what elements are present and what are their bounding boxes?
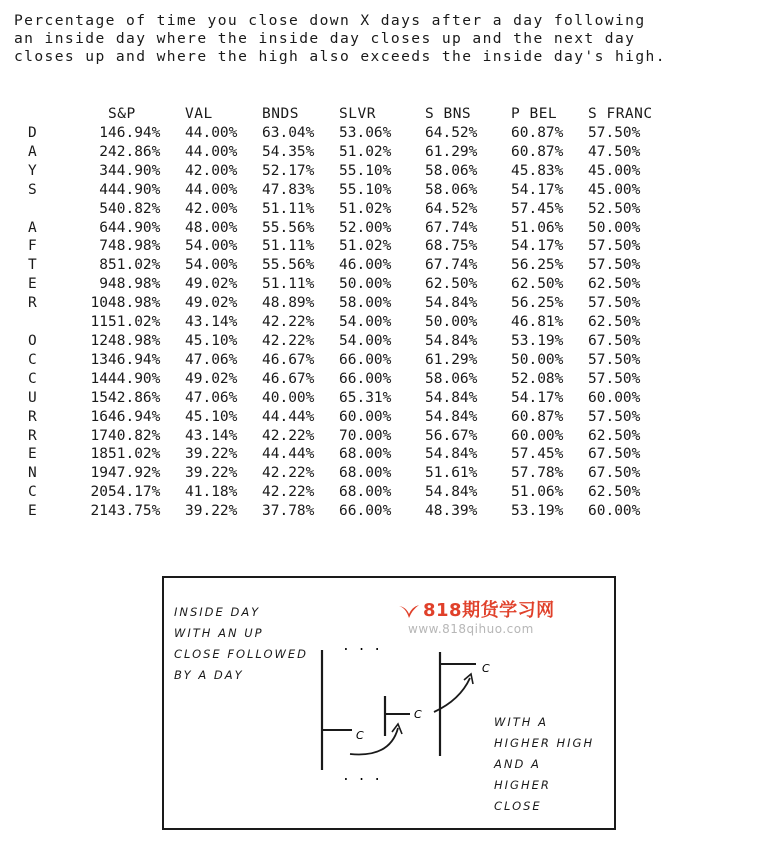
table-row (28, 275, 665, 294)
header-spacer (70, 104, 108, 124)
percentage-cell: 51.06% (511, 484, 564, 501)
percentage-cell: 68.00% (339, 465, 392, 482)
column-header: P BEL (511, 106, 558, 122)
table-row (28, 332, 665, 351)
watermark-url: www.818qihuo.com (408, 622, 534, 636)
percentage-cell: 48.98% (108, 238, 161, 255)
row-side-letter: O (28, 332, 37, 349)
percentage-cell: 54.84% (425, 446, 478, 463)
close-marker: C (414, 708, 422, 721)
ellipsis-top: . . . (342, 639, 382, 654)
row-side-letter (28, 200, 70, 219)
percentage-cell: 51.11% (262, 238, 315, 255)
percentage-cell: 54.00% (339, 314, 392, 331)
row-side-letter: E (28, 446, 37, 463)
day-number: 18 (90, 446, 108, 463)
row-side-letter: T (28, 257, 37, 274)
percentage-cell: 55.10% (339, 181, 392, 198)
percentage-cell: 42.22% (262, 465, 315, 482)
day-number: 20 (90, 484, 108, 501)
percentage-cell: 51.61% (425, 465, 478, 482)
percentage-cell: 48.98% (108, 332, 161, 349)
percentage-cell: 47.50% (588, 143, 641, 160)
percentage-cell: 60.87% (511, 143, 564, 160)
percentage-cell: 66.00% (339, 503, 392, 520)
percentage-cell: 50.00% (425, 314, 478, 331)
percentage-cell: 46.81% (511, 314, 564, 331)
table-row (28, 408, 665, 427)
percentage-cell: 54.17% (108, 484, 161, 501)
percentage-cell: 44.90% (108, 162, 161, 179)
day-number: 7 (99, 238, 108, 255)
percentage-cell: 48.89% (262, 295, 315, 312)
percentage-cell: 44.90% (108, 370, 161, 387)
percentage-cell: 50.00% (339, 276, 392, 293)
percentage-cell: 42.86% (108, 389, 161, 406)
percentage-cell: 54.17% (511, 181, 564, 198)
percentage-cell: 43.14% (185, 427, 238, 444)
percentage-cell: 60.00% (588, 389, 641, 406)
column-header: BNDS (262, 106, 299, 122)
percentage-cell: 48.98% (108, 295, 161, 312)
day-number: 15 (90, 389, 108, 406)
column-header: VAL (185, 106, 213, 122)
row-side-letter: R (28, 408, 37, 425)
row-side-letter: D (28, 125, 37, 141)
percentage-cell: 57.78% (511, 465, 564, 482)
percentage-cell: 44.90% (108, 181, 161, 198)
percentage-cell: 57.50% (588, 238, 641, 255)
percentage-cell: 65.31% (339, 389, 392, 406)
percentage-cell: 54.84% (425, 408, 478, 425)
percentage-cell: 55.56% (262, 257, 315, 274)
percentage-cell: 51.11% (262, 200, 315, 217)
percentage-cell: 40.00% (262, 389, 315, 406)
table-body (28, 124, 665, 521)
header-spacer (28, 104, 70, 124)
percentage-cell: 51.02% (339, 238, 392, 255)
percentage-cell: 54.84% (425, 484, 478, 501)
percentage-cell: 60.00% (588, 503, 641, 520)
day-number: 8 (99, 257, 108, 274)
row-side-letter: E (28, 276, 37, 293)
percentage-cell: 50.00% (588, 219, 641, 236)
percentage-cell: 54.00% (339, 332, 392, 349)
percentage-cell: 46.67% (262, 370, 315, 387)
day-number: 4 (99, 181, 108, 198)
percentage-cell: 39.22% (185, 503, 238, 520)
percentage-cell: 57.45% (511, 446, 564, 463)
row-side-letter: A (28, 219, 37, 236)
row-side-letter: S (28, 181, 37, 198)
row-side-letter: U (28, 389, 37, 406)
table-row (28, 237, 665, 256)
note-line: WITH AN UP (174, 626, 264, 640)
percentage-cell: 45.00% (588, 181, 641, 198)
table-row (28, 294, 665, 313)
percentage-cell: 56.67% (425, 427, 478, 444)
percentage-cell: 49.02% (185, 276, 238, 293)
percentage-cell: 54.84% (425, 332, 478, 349)
percentage-cell: 37.78% (262, 503, 315, 520)
percentage-cell: 54.84% (425, 295, 478, 312)
day-number: 3 (99, 162, 108, 179)
percentage-cell: 62.50% (511, 276, 564, 293)
percentage-cell: 42.00% (185, 200, 238, 217)
percentage-cell: 54.00% (185, 257, 238, 274)
day-number: 19 (90, 465, 108, 482)
percentage-cell: 57.50% (588, 257, 641, 274)
percentage-cell: 68.00% (339, 484, 392, 501)
note-line: WITH A (494, 715, 548, 729)
percentage-cell: 60.00% (339, 408, 392, 425)
percentage-cell: 60.87% (511, 408, 564, 425)
percentage-cell: 64.52% (425, 125, 478, 141)
percentage-cell: 51.02% (339, 200, 392, 217)
percentage-cell: 45.83% (511, 162, 564, 179)
note-line: AND A (494, 757, 541, 771)
caption-line-1: Percentage of time you close down X days after a day following (14, 12, 646, 29)
percentage-cell: 51.02% (108, 314, 161, 331)
percentage-cell: 52.50% (588, 200, 641, 217)
percentage-cell: 41.18% (185, 484, 238, 501)
percentage-cell: 51.02% (108, 446, 161, 463)
percentage-cell: 57.50% (588, 351, 641, 368)
percentage-cell: 42.22% (262, 332, 315, 349)
percentage-cell: 68.75% (425, 238, 478, 255)
percentage-cell: 61.29% (425, 143, 478, 160)
note-line: INSIDE DAY (174, 605, 261, 619)
caption (14, 12, 754, 66)
row-side-letter: F (28, 238, 37, 255)
percentage-cell: 52.00% (339, 219, 392, 236)
day-number: 9 (99, 276, 108, 293)
table-row (28, 445, 665, 464)
percentage-cell: 62.50% (425, 276, 478, 293)
percentage-cell: 55.10% (339, 162, 392, 179)
percentage-cell: 52.17% (262, 162, 315, 179)
percentage-cell: 47.06% (185, 389, 238, 406)
ellipsis-bottom: . . . (342, 769, 382, 784)
percentage-cell: 67.50% (588, 465, 641, 482)
day-number: 5 (99, 200, 108, 217)
percentage-cell: 44.00% (185, 181, 238, 198)
note-line: CLOSE FOLLOWED (174, 647, 309, 661)
percentage-cell: 47.92% (108, 465, 161, 482)
percentage-cell: 54.35% (262, 143, 315, 160)
percentage-cell: 44.90% (108, 219, 161, 236)
percentage-cell: 63.04% (262, 125, 315, 141)
day-number: 1 (99, 125, 108, 141)
table-row (28, 483, 665, 502)
percentage-cell: 57.50% (588, 295, 641, 312)
table-row (28, 370, 665, 389)
percentage-cell: 57.50% (588, 125, 641, 141)
percentage-cell: 62.50% (588, 276, 641, 293)
note-line: HIGHER (494, 778, 551, 792)
table-row (28, 162, 665, 181)
percentage-cell: 67.50% (588, 332, 641, 349)
column-header: S FRANC (588, 106, 653, 122)
close-marker: C (482, 662, 490, 675)
percentage-cell: 42.22% (262, 314, 315, 331)
note-line: BY A DAY (174, 668, 244, 682)
percentage-cell: 42.86% (108, 143, 161, 160)
percentage-cell: 44.44% (262, 408, 315, 425)
table-row (28, 124, 665, 143)
percentage-cell: 45.00% (588, 162, 641, 179)
column-header: SLVR (339, 106, 376, 122)
table-row (28, 427, 665, 446)
percentage-cell: 51.06% (511, 219, 564, 236)
percentage-cell: 40.82% (108, 200, 161, 217)
day-number: 12 (90, 332, 108, 349)
percentage-cell: 42.00% (185, 162, 238, 179)
percentage-cell: 67.74% (425, 257, 478, 274)
watermark-title-row (398, 596, 555, 622)
percentage-cell: 42.22% (262, 427, 315, 444)
percentage-cell: 51.02% (108, 257, 161, 274)
percentage-cell: 49.02% (185, 295, 238, 312)
percentage-cell: 57.50% (588, 370, 641, 387)
day-number: 6 (99, 219, 108, 236)
day-number: 10 (90, 295, 108, 312)
percentage-cell: 54.17% (511, 389, 564, 406)
table-row (28, 143, 665, 162)
percentage-cell: 68.00% (339, 446, 392, 463)
percentage-cell: 62.50% (588, 484, 641, 501)
table-row (28, 389, 665, 408)
site-watermark (398, 596, 555, 636)
percentage-cell: 51.11% (262, 276, 315, 293)
day-number: 21 (90, 503, 108, 520)
percentage-cell: 48.98% (108, 276, 161, 293)
row-side-letter: R (28, 295, 37, 312)
percentage-cell: 58.00% (339, 295, 392, 312)
percentage-cell: 46.94% (108, 125, 161, 141)
day-number: 2 (99, 143, 108, 160)
day-number: 16 (90, 408, 108, 425)
percentage-cell: 48.39% (425, 503, 478, 520)
percentage-cell: 56.25% (511, 257, 564, 274)
percentage-cell: 53.19% (511, 332, 564, 349)
caption-line-3: closes up and where the high also exceeds the inside day's high. (14, 48, 666, 65)
column-header: S&P (108, 106, 136, 122)
row-side-letter: R (28, 427, 37, 444)
row-side-letter: N (28, 465, 37, 482)
percentage-cell: 56.25% (511, 295, 564, 312)
percentage-cell: 53.19% (511, 503, 564, 520)
day-number: 13 (90, 351, 108, 368)
percentage-cell: 58.06% (425, 181, 478, 198)
percentage-cell: 54.17% (511, 238, 564, 255)
percentage-cell: 43.75% (108, 503, 161, 520)
percentage-table-container (28, 104, 665, 521)
table-row (28, 200, 665, 219)
table-row (28, 502, 665, 521)
percentage-cell: 62.50% (588, 314, 641, 331)
watermark-logo-icon (398, 604, 420, 620)
note-line: CLOSE (494, 799, 542, 813)
row-side-letter: C (28, 351, 37, 368)
percentage-cell: 70.00% (339, 427, 392, 444)
percentage-cell: 43.14% (185, 314, 238, 331)
percentage-cell: 66.00% (339, 370, 392, 387)
percentage-cell: 60.00% (511, 427, 564, 444)
row-side-letter (28, 313, 70, 332)
percentage-cell: 46.00% (339, 257, 392, 274)
row-side-letter: C (28, 484, 37, 501)
percentage-cell: 67.74% (425, 219, 478, 236)
table-row (28, 219, 665, 238)
percentage-cell: 45.10% (185, 332, 238, 349)
table-header-row (28, 104, 665, 124)
day-number: 11 (90, 314, 108, 331)
table-row (28, 181, 665, 200)
percentage-cell: 58.06% (425, 162, 478, 179)
percentage-cell: 44.00% (185, 125, 238, 141)
table-row (28, 464, 665, 483)
percentage-cell: 64.52% (425, 200, 478, 217)
percentage-cell: 49.02% (185, 370, 238, 387)
table-row (28, 313, 665, 332)
percentage-cell: 39.22% (185, 446, 238, 463)
day-number: 14 (90, 370, 108, 387)
percentage-cell: 62.50% (588, 427, 641, 444)
percentage-cell: 60.87% (511, 125, 564, 141)
percentage-cell: 47.06% (185, 351, 238, 368)
percentage-cell: 44.00% (185, 143, 238, 160)
row-side-letter: E (28, 503, 37, 520)
day-number: 17 (90, 427, 108, 444)
watermark-title: 818期货学习网 (423, 600, 555, 621)
percentage-cell: 40.82% (108, 427, 161, 444)
percentage-cell: 44.44% (262, 446, 315, 463)
percentage-cell: 48.00% (185, 219, 238, 236)
table-row (28, 256, 665, 275)
percentage-cell: 57.50% (588, 408, 641, 425)
percentage-cell: 54.84% (425, 389, 478, 406)
percentage-cell: 47.83% (262, 181, 315, 198)
percentage-cell: 54.00% (185, 238, 238, 255)
note-line: HIGHER HIGH (494, 736, 595, 750)
percentage-cell: 46.94% (108, 351, 161, 368)
percentage-table (28, 104, 665, 521)
caption-line-2: an inside day where the inside day closes up and the next day (14, 30, 636, 47)
percentage-cell: 58.06% (425, 370, 478, 387)
percentage-cell: 57.45% (511, 200, 564, 217)
percentage-cell: 52.08% (511, 370, 564, 387)
percentage-cell: 53.06% (339, 125, 392, 141)
percentage-cell: 46.67% (262, 351, 315, 368)
row-side-letter: Y (28, 162, 37, 179)
percentage-cell: 67.50% (588, 446, 641, 463)
percentage-cell: 51.02% (339, 143, 392, 160)
percentage-cell: 55.56% (262, 219, 315, 236)
percentage-cell: 66.00% (339, 351, 392, 368)
percentage-cell: 61.29% (425, 351, 478, 368)
close-marker: C (356, 729, 364, 742)
row-side-letter: A (28, 143, 37, 160)
table-row (28, 351, 665, 370)
percentage-cell: 45.10% (185, 408, 238, 425)
row-side-letter: C (28, 370, 37, 387)
column-header: S BNS (425, 106, 472, 122)
percentage-cell: 50.00% (511, 351, 564, 368)
percentage-cell: 42.22% (262, 484, 315, 501)
percentage-cell: 46.94% (108, 408, 161, 425)
percentage-cell: 39.22% (185, 465, 238, 482)
